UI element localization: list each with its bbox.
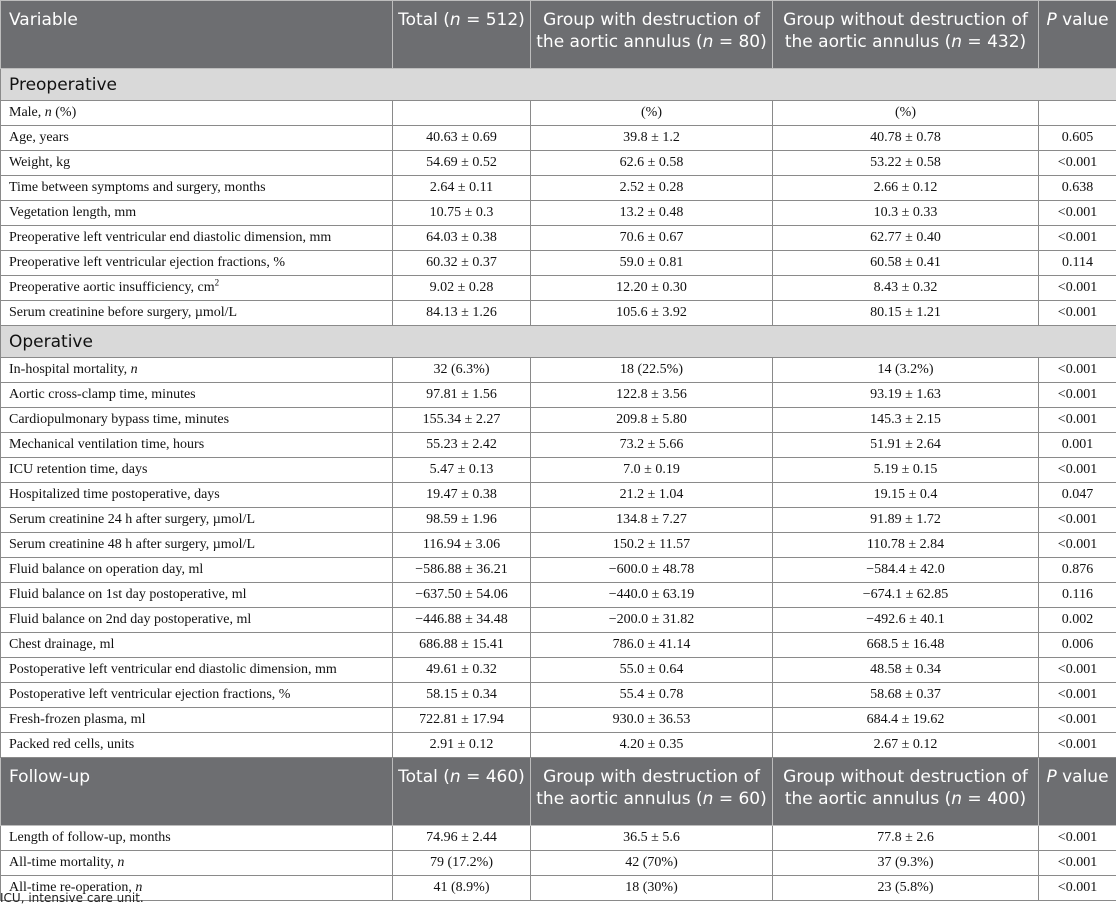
cell-with: 62.6 ± 0.58 — [531, 151, 773, 176]
table-row — [1, 508, 1116, 533]
cell-without: 60.58 ± 0.41 — [773, 251, 1039, 276]
section-title: Operative — [1, 326, 1116, 358]
label-part: Male, — [9, 105, 45, 120]
header-total-prefix: Total ( — [398, 10, 450, 30]
header-total-suffix: = 512) — [460, 10, 525, 30]
table-row — [1, 608, 1116, 633]
cell-without: 91.89 ± 1.72 — [773, 508, 1039, 533]
cell-p: <0.001 — [1039, 383, 1116, 408]
table-row — [1, 458, 1116, 483]
cell-without: 14 (3.2%) — [773, 358, 1039, 383]
row-label: Time between symptoms and surgery, months — [1, 176, 393, 201]
cell-p: 0.114 — [1039, 251, 1116, 276]
cell-without: 5.19 ± 0.15 — [773, 458, 1039, 483]
cell-total: 41 (8.9%) — [393, 876, 531, 901]
section-preoperative — [1, 69, 1116, 101]
followup-with-line1: Group with destruction of — [543, 767, 760, 787]
section-title: Preoperative — [1, 69, 1116, 101]
header-without-line1: Group without destruction of — [783, 10, 1028, 30]
row-label: Chest drainage, ml — [1, 633, 393, 658]
cell-p: <0.001 — [1039, 683, 1116, 708]
followup-without-line2-suffix: = 400) — [962, 789, 1027, 809]
cell-p: <0.001 — [1039, 301, 1116, 326]
table-row — [1, 226, 1116, 251]
label-part: Preoperative aortic insufficiency, cm — [9, 280, 215, 295]
cell-without: 48.58 ± 0.34 — [773, 658, 1039, 683]
row-label: Postoperative left ventricular ejection fractions, % — [1, 683, 393, 708]
cell-total: 49.61 ± 0.32 — [393, 658, 531, 683]
cell-total: 5.47 ± 0.13 — [393, 458, 531, 483]
row-label: Age, years — [1, 126, 393, 151]
cell-total: 58.15 ± 0.34 — [393, 683, 531, 708]
cell-total: 10.75 ± 0.3 — [393, 201, 531, 226]
row-label: Postoperative left ventricular end diastolic dimension, mm — [1, 658, 393, 683]
followup-without-line2-prefix: the aortic annulus ( — [784, 789, 952, 809]
row-label — [1, 358, 393, 383]
cell-without: 77.8 ± 2.6 — [773, 826, 1039, 851]
section-operative — [1, 326, 1116, 358]
table-row — [1, 101, 1116, 126]
label-part: In-hospital mortality, — [9, 362, 131, 377]
table-row — [1, 433, 1116, 458]
cell-with: 39.8 ± 1.2 — [531, 126, 773, 151]
cell-with: 70.6 ± 0.67 — [531, 226, 773, 251]
cell-p: <0.001 — [1039, 358, 1116, 383]
cell-p: <0.001 — [1039, 151, 1116, 176]
cell-without: −674.1 ± 62.85 — [773, 583, 1039, 608]
cell-without: 51.91 ± 2.64 — [773, 433, 1039, 458]
header-without-line2-suffix: = 432) — [962, 32, 1027, 52]
cell-with: −440.0 ± 63.19 — [531, 583, 773, 608]
cell-p: <0.001 — [1039, 226, 1116, 251]
cell-with: 134.8 ± 7.27 — [531, 508, 773, 533]
followup-total-n: n — [449, 767, 461, 787]
header-with-destruction — [531, 1, 773, 69]
row-label: Packed red cells, units — [1, 733, 393, 758]
row-label: Vegetation length, mm — [1, 201, 393, 226]
followup-header-row — [1, 758, 1116, 826]
table-row — [1, 683, 1116, 708]
table-row — [1, 276, 1116, 301]
header-p-symbol: P — [1046, 10, 1057, 30]
cell-without: 58.68 ± 0.37 — [773, 683, 1039, 708]
cell-total: 64.03 ± 0.38 — [393, 226, 531, 251]
cell-without: 8.43 ± 0.32 — [773, 276, 1039, 301]
cell-p: <0.001 — [1039, 876, 1116, 901]
cell-p: <0.001 — [1039, 733, 1116, 758]
row-label: Fluid balance on 2nd day postoperative, ml — [1, 608, 393, 633]
cell-total — [393, 101, 531, 126]
header-p-value — [1039, 1, 1116, 69]
label-part: (%) — [51, 105, 77, 120]
cell-p: 0.116 — [1039, 583, 1116, 608]
cell-with: 105.6 ± 3.92 — [531, 301, 773, 326]
cell-with: 55.0 ± 0.64 — [531, 658, 773, 683]
row-label: Weight, kg — [1, 151, 393, 176]
cell-with: 36.5 ± 5.6 — [531, 826, 773, 851]
table-row — [1, 851, 1116, 876]
cell-p: <0.001 — [1039, 458, 1116, 483]
cell-p: <0.001 — [1039, 276, 1116, 301]
cell-with: (%) — [531, 101, 773, 126]
cell-p: 0.876 — [1039, 558, 1116, 583]
table-row — [1, 708, 1116, 733]
table-row — [1, 251, 1116, 276]
table-row — [1, 383, 1116, 408]
header-without-destruction — [773, 1, 1039, 69]
row-label — [1, 851, 393, 876]
cell-p: <0.001 — [1039, 201, 1116, 226]
cell-without: 80.15 ± 1.21 — [773, 301, 1039, 326]
row-label: Mechanical ventilation time, hours — [1, 433, 393, 458]
cell-with: −600.0 ± 48.78 — [531, 558, 773, 583]
cell-p: <0.001 — [1039, 708, 1116, 733]
cell-p: 0.006 — [1039, 633, 1116, 658]
table-row — [1, 358, 1116, 383]
cell-p — [1039, 101, 1116, 126]
followup-with-n: n — [702, 789, 714, 809]
table-row — [1, 151, 1116, 176]
row-label — [1, 101, 393, 126]
cell-without: 684.4 ± 19.62 — [773, 708, 1039, 733]
table-row — [1, 176, 1116, 201]
label-superscript: 2 — [214, 277, 220, 288]
cell-total: 60.32 ± 0.37 — [393, 251, 531, 276]
cell-total: −586.88 ± 36.21 — [393, 558, 531, 583]
row-label: Serum creatinine 48 h after surgery, µmol/L — [1, 533, 393, 558]
cell-p: 0.047 — [1039, 483, 1116, 508]
cell-without: −492.6 ± 40.1 — [773, 608, 1039, 633]
cell-without: 668.5 ± 16.48 — [773, 633, 1039, 658]
cell-with: −200.0 ± 31.82 — [531, 608, 773, 633]
table-row — [1, 633, 1116, 658]
cell-total: 74.96 ± 2.44 — [393, 826, 531, 851]
cell-total: 84.13 ± 1.26 — [393, 301, 531, 326]
header-total — [393, 1, 531, 69]
cell-total: 97.81 ± 1.56 — [393, 383, 531, 408]
row-label: Serum creatinine before surgery, µmol/L — [1, 301, 393, 326]
cell-with: 59.0 ± 0.81 — [531, 251, 773, 276]
row-label: Length of follow-up, months — [1, 826, 393, 851]
row-label: Fluid balance on 1st day postoperative, ml — [1, 583, 393, 608]
row-label: Hospitalized time postoperative, days — [1, 483, 393, 508]
cell-total: −446.88 ± 34.48 — [393, 608, 531, 633]
cell-with: 150.2 ± 11.57 — [531, 533, 773, 558]
header-p-suffix: value — [1056, 10, 1109, 30]
cell-with: 13.2 ± 0.48 — [531, 201, 773, 226]
cell-without: 2.67 ± 0.12 — [773, 733, 1039, 758]
cell-total: 9.02 ± 0.28 — [393, 276, 531, 301]
label-italic: n — [130, 362, 138, 377]
followup-header-p — [1039, 758, 1116, 826]
cell-total: 40.63 ± 0.69 — [393, 126, 531, 151]
cell-with: 42 (70%) — [531, 851, 773, 876]
cell-total: 19.47 ± 0.38 — [393, 483, 531, 508]
section-followup-title: Follow-up — [1, 758, 393, 826]
label-italic: n — [135, 880, 143, 895]
table-row — [1, 301, 1116, 326]
cell-with: 55.4 ± 0.78 — [531, 683, 773, 708]
followup-p-suffix: value — [1056, 767, 1109, 787]
cell-without: 93.19 ± 1.63 — [773, 383, 1039, 408]
cell-p: 0.002 — [1039, 608, 1116, 633]
cell-with: 73.2 ± 5.66 — [531, 433, 773, 458]
row-label: Fluid balance on operation day, ml — [1, 558, 393, 583]
table-row — [1, 483, 1116, 508]
cell-without: 23 (5.8%) — [773, 876, 1039, 901]
cell-with: 930.0 ± 36.53 — [531, 708, 773, 733]
followup-header-total — [393, 758, 531, 826]
cell-total: −637.50 ± 54.06 — [393, 583, 531, 608]
cell-without: 19.15 ± 0.4 — [773, 483, 1039, 508]
cell-without: 145.3 ± 2.15 — [773, 408, 1039, 433]
table-row — [1, 583, 1116, 608]
cell-with: 7.0 ± 0.19 — [531, 458, 773, 483]
cell-without: 53.22 ± 0.58 — [773, 151, 1039, 176]
cell-total: 155.34 ± 2.27 — [393, 408, 531, 433]
followup-with-line2-prefix: the aortic annulus ( — [536, 789, 703, 809]
cell-with: 21.2 ± 1.04 — [531, 483, 773, 508]
cell-without: 37 (9.3%) — [773, 851, 1039, 876]
cell-with: 786.0 ± 41.14 — [531, 633, 773, 658]
row-label: Fresh-frozen plasma, ml — [1, 708, 393, 733]
label-part: All-time re-operation, — [9, 880, 136, 895]
cell-with: 122.8 ± 3.56 — [531, 383, 773, 408]
table-footnote: ICU, intensive care unit. — [0, 891, 144, 905]
table-row — [1, 126, 1116, 151]
table-row — [1, 533, 1116, 558]
table-row — [1, 826, 1116, 851]
table-row — [1, 558, 1116, 583]
cell-with: 18 (30%) — [531, 876, 773, 901]
cell-p: <0.001 — [1039, 533, 1116, 558]
cell-total: 686.88 ± 15.41 — [393, 633, 531, 658]
followup-without-n: n — [951, 789, 963, 809]
cell-total: 98.59 ± 1.96 — [393, 508, 531, 533]
cell-p: <0.001 — [1039, 826, 1116, 851]
cell-without: 10.3 ± 0.33 — [773, 201, 1039, 226]
cell-total: 79 (17.2%) — [393, 851, 531, 876]
cell-total: 54.69 ± 0.52 — [393, 151, 531, 176]
table-row — [1, 658, 1116, 683]
label-italic: n — [117, 855, 125, 870]
cell-p: 0.605 — [1039, 126, 1116, 151]
row-label: Preoperative left ventricular end diastolic dimension, mm — [1, 226, 393, 251]
cell-without: 2.66 ± 0.12 — [773, 176, 1039, 201]
header-total-n: n — [449, 10, 461, 30]
cell-p: <0.001 — [1039, 658, 1116, 683]
cell-without: (%) — [773, 101, 1039, 126]
row-label: ICU retention time, days — [1, 458, 393, 483]
cell-total: 722.81 ± 17.94 — [393, 708, 531, 733]
followup-with-line2-suffix: = 60) — [713, 789, 767, 809]
row-label: Serum creatinine 24 h after surgery, µmol/L — [1, 508, 393, 533]
cell-with: 209.8 ± 5.80 — [531, 408, 773, 433]
header-with-n: n — [702, 32, 714, 52]
table-row — [1, 876, 1116, 901]
cell-total: 32 (6.3%) — [393, 358, 531, 383]
cell-with: 18 (22.5%) — [531, 358, 773, 383]
cell-with: 2.52 ± 0.28 — [531, 176, 773, 201]
cell-p: 0.001 — [1039, 433, 1116, 458]
cell-without: 40.78 ± 0.78 — [773, 126, 1039, 151]
header-with-line2-prefix: the aortic annulus ( — [536, 32, 703, 52]
header-without-line2-prefix: the aortic annulus ( — [784, 32, 952, 52]
cell-with: 12.20 ± 0.30 — [531, 276, 773, 301]
followup-total-suffix: = 460) — [460, 767, 525, 787]
row-label: Aortic cross-clamp time, minutes — [1, 383, 393, 408]
followup-header-without — [773, 758, 1039, 826]
cell-without: 110.78 ± 2.84 — [773, 533, 1039, 558]
followup-total-prefix: Total ( — [398, 767, 450, 787]
cell-total: 2.91 ± 0.12 — [393, 733, 531, 758]
row-label — [1, 276, 393, 301]
table-row — [1, 408, 1116, 433]
cell-without: −584.4 ± 42.0 — [773, 558, 1039, 583]
header-variable: Variable — [1, 1, 393, 69]
followup-without-line1: Group without destruction of — [783, 767, 1028, 787]
table-header-row — [1, 1, 1116, 69]
cell-p: <0.001 — [1039, 508, 1116, 533]
header-with-line2-suffix: = 80) — [713, 32, 767, 52]
cell-total: 55.23 ± 2.42 — [393, 433, 531, 458]
header-without-n: n — [951, 32, 963, 52]
cell-without: 62.77 ± 0.40 — [773, 226, 1039, 251]
label-part: All-time mortality, — [9, 855, 118, 870]
cell-p: 0.638 — [1039, 176, 1116, 201]
header-with-line1: Group with destruction of — [543, 10, 760, 30]
row-label: Cardiopulmonary bypass time, minutes — [1, 408, 393, 433]
cell-with: 4.20 ± 0.35 — [531, 733, 773, 758]
table-row — [1, 733, 1116, 758]
row-label: Preoperative left ventricular ejection fractions, % — [1, 251, 393, 276]
cell-p: <0.001 — [1039, 851, 1116, 876]
followup-p-symbol: P — [1046, 767, 1057, 787]
cell-total: 116.94 ± 3.06 — [393, 533, 531, 558]
followup-header-with — [531, 758, 773, 826]
label-italic: n — [44, 105, 52, 120]
cell-total: 2.64 ± 0.11 — [393, 176, 531, 201]
table-row — [1, 201, 1116, 226]
cell-p: <0.001 — [1039, 408, 1116, 433]
